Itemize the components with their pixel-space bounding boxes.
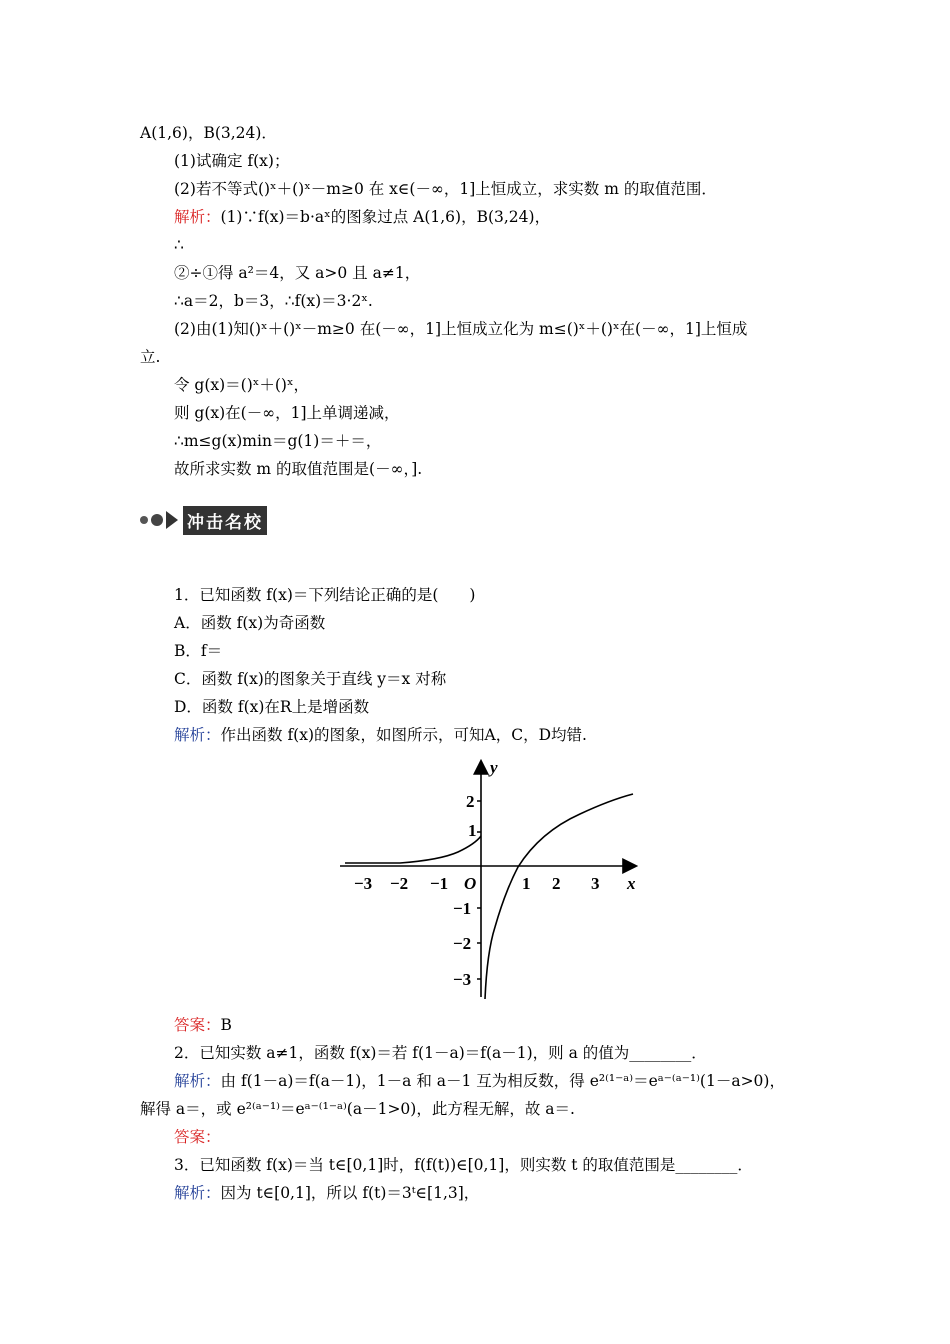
text-line: 故所求实数 m 的取值范围是(－∞，].	[174, 460, 423, 478]
analysis-line	[174, 724, 587, 746]
y-tick-label: −2	[453, 934, 472, 953]
analysis-text: 作出函数 f(x)的图象，如图所示，可知A，C，D均错.	[220, 726, 587, 744]
text-line: (1)试确定 f(x)；	[174, 152, 290, 170]
text-line: 则 g(x)在(－∞，1]上单调递减，	[174, 404, 400, 422]
question-stem: 1．已知函数 f(x)＝下列结论正确的是( )	[174, 586, 476, 604]
text-line: ②÷①得 a²＝4，又 a>0 且 a≠1，	[174, 264, 421, 282]
analysis-line	[174, 1182, 479, 1204]
x-tick-label: 2	[552, 874, 561, 893]
analysis-text: 因为 t∈[0,1]，所以 f(t)＝3ᵗ∈[1,3]，	[220, 1184, 480, 1202]
section-title: 冲击名校	[183, 506, 267, 535]
option-b: B．f＝	[174, 642, 223, 660]
function-graph	[340, 752, 650, 1002]
answer-line	[174, 1014, 232, 1036]
dot-icon	[140, 516, 148, 524]
x-tick-label: −2	[390, 874, 409, 893]
y-tick-label: −1	[453, 899, 472, 918]
analysis-line: 解得 a＝，或 e²⁽ᵃ⁻¹⁾＝eᵃ⁻⁽¹⁻ᵃ⁾(a－1>0)，此方程无解，故 a＝.	[140, 1100, 575, 1118]
origin-label: O	[464, 874, 477, 893]
solution-label: 解析：	[174, 208, 221, 226]
dot-icon	[151, 514, 163, 526]
x-tick-label: 1	[522, 874, 531, 893]
x-axis-label: x	[627, 874, 636, 893]
text-line: A(1,6)，B(3,24)．	[140, 124, 277, 142]
x-tick-label: 3	[591, 874, 600, 893]
option-c: C．函数 f(x)的图象关于直线 y＝x 对称	[174, 670, 447, 688]
curve-left	[345, 836, 481, 863]
analysis-label: 解析：	[174, 1184, 221, 1202]
y-axis-label: y	[490, 758, 498, 777]
question-stem: 3．已知函数 f(x)＝当 t∈[0,1]时，f(f(t))∈[0,1]，则实数 t 的取值范围是________．	[174, 1156, 753, 1174]
text-line: (2)若不等式()ˣ＋()ˣ－m≥0 在 x∈(－∞，1]上恒成立，求实数 m 的取值范围．	[174, 180, 717, 198]
section-header	[140, 506, 267, 534]
analysis-label: 解析：	[174, 1072, 221, 1090]
y-tick-label: 1	[468, 821, 477, 840]
analysis-line	[174, 1070, 785, 1092]
answer-text: B	[220, 1016, 232, 1034]
text-line: ∴	[174, 236, 184, 254]
text-line: 立.	[140, 348, 161, 366]
answer-label: 答案：	[174, 1016, 221, 1034]
option-a: A．函数 f(x)为奇函数	[174, 614, 326, 632]
x-tick-label: −1	[430, 874, 449, 893]
answer-label: 答案：	[174, 1128, 221, 1146]
answer-line	[174, 1126, 221, 1148]
question-stem: 2．已知实数 a≠1，函数 f(x)＝若 f(1－a)＝f(a－1)，则 a 的值为________．	[174, 1044, 707, 1062]
x-tick-label: −3	[354, 874, 373, 893]
option-d: D．函数 f(x)在R上是增函数	[174, 698, 370, 716]
curve-right	[485, 794, 633, 999]
text-line: (2)由(1)知()ˣ＋()ˣ－m≥0 在(－∞，1]上恒成立化为 m≤()ˣ＋()ˣ在(－∞，1]上恒成	[174, 320, 748, 338]
y-tick-label: −3	[453, 970, 472, 989]
solution-line	[174, 206, 550, 228]
text-line: 令 g(x)＝()ˣ＋()ˣ，	[174, 376, 310, 394]
analysis-label: 解析：	[174, 726, 221, 744]
analysis-text: 由 f(1－a)＝f(a－1)，1－a 和 a－1 互为相反数，得 e²⁽¹⁻ᵃ⁾＝eᵃ⁻⁽ᵃ⁻¹⁾(1－a>0)，	[220, 1072, 785, 1090]
solution-text: (1)∵f(x)＝b·aˣ的图象过点 A(1,6)，B(3,24)，	[220, 208, 551, 226]
text-line: ∴m≤g(x)min＝g(1)＝＋＝，	[174, 432, 382, 450]
y-tick-label: 2	[466, 792, 475, 811]
text-line: ∴a＝2，b＝3，∴f(x)＝3·2ˣ.	[174, 292, 373, 310]
arrow-icon	[166, 511, 178, 529]
